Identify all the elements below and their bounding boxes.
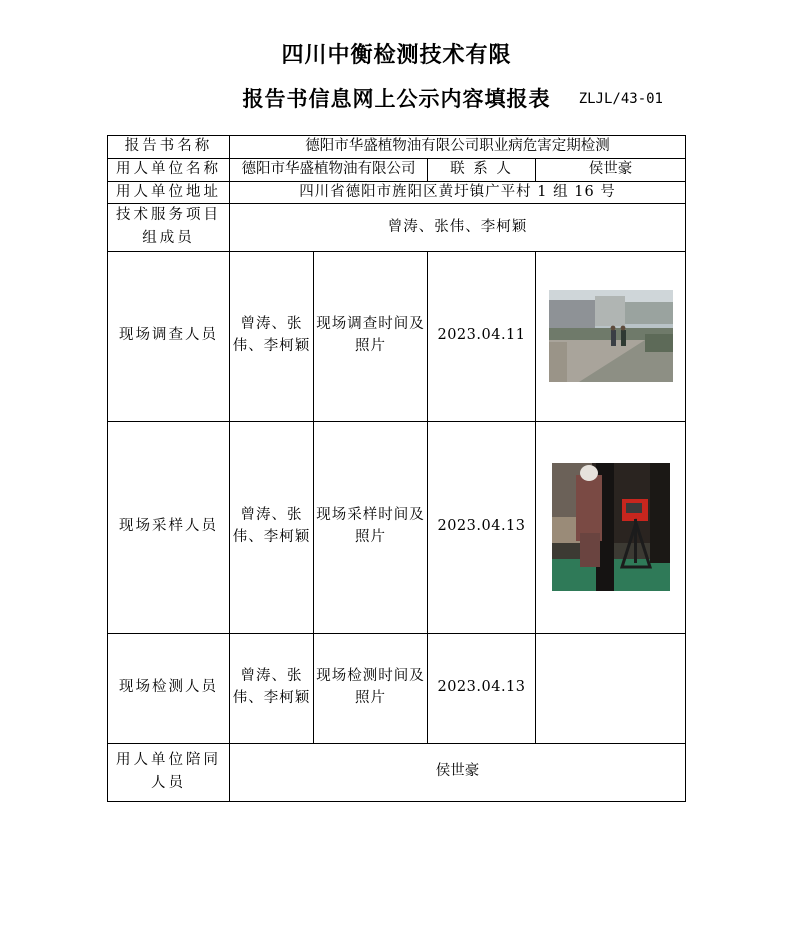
- row-value-accompanying-staff: 侯世豪: [230, 743, 686, 801]
- row-label-site-survey-time: 现场调查时间及照片: [314, 251, 428, 421]
- table-row: [108, 181, 686, 204]
- document-code: ZLJL/43-01: [578, 91, 663, 107]
- row-value-team-members: 曾涛、张伟、李柯颖: [230, 204, 686, 251]
- row-value-site-testing-members: 曾涛、张伟、李柯颖: [230, 633, 314, 743]
- row-label-site-sampling-time: 现场采样时间及照片: [314, 421, 428, 633]
- row-label-site-testing-time: 现场检测时间及照片: [314, 633, 428, 743]
- row-label-site-sampling-staff: 现场采样人员: [108, 421, 230, 633]
- row-value-report-name: 德阳市华盛植物油有限公司职业病危害定期检测: [230, 136, 686, 159]
- table-row: [108, 633, 686, 743]
- row-label-report-name: 报告书名称: [108, 136, 230, 159]
- site-testing-photo: [536, 633, 686, 743]
- row-value-contact: 侯世豪: [536, 158, 686, 181]
- row-value-site-testing-date: 2023.04.13: [428, 633, 536, 743]
- site-sampling-photo: [536, 421, 686, 633]
- row-label-site-testing-staff: 现场检测人员: [108, 633, 230, 743]
- row-value-employer-name: 德阳市华盛植物油有限公司: [230, 158, 428, 181]
- site-sampling-photo-image: [552, 463, 670, 591]
- document-header: [0, 0, 793, 113]
- row-label-contact: 联 系 人: [428, 158, 536, 181]
- form-title-row: [0, 83, 793, 113]
- table-row: [108, 743, 686, 801]
- table-row: [108, 158, 686, 181]
- row-value-site-survey-date: 2023.04.11: [428, 251, 536, 421]
- company-title: 四川中衡检测技术有限: [281, 43, 512, 68]
- table-row: [108, 251, 686, 421]
- row-value-site-sampling-members: 曾涛、张伟、李柯颖: [230, 421, 314, 633]
- site-survey-photo-image: [549, 290, 673, 382]
- site-survey-photo: [536, 251, 686, 421]
- row-value-employer-address: 四川省德阳市旌阳区黄圩镇广平村 1 组 16 号: [230, 181, 686, 204]
- report-info-table: [107, 135, 686, 802]
- row-label-team-members: 技术服务项目组成员: [108, 204, 230, 251]
- row-label-site-survey-staff: 现场调查人员: [108, 251, 230, 421]
- form-title: 报告书信息网上公示内容填报表: [242, 87, 551, 111]
- row-value-site-sampling-date: 2023.04.13: [428, 421, 536, 633]
- row-value-site-survey-members: 曾涛、张伟、李柯颖: [230, 251, 314, 421]
- row-label-accompanying-staff: 用人单位陪同人员: [108, 743, 230, 801]
- table-row: [108, 421, 686, 633]
- row-label-employer-address: 用人单位地址: [108, 181, 230, 204]
- table-row: [108, 136, 686, 159]
- table-row: [108, 204, 686, 251]
- row-label-employer-name: 用人单位名称: [108, 158, 230, 181]
